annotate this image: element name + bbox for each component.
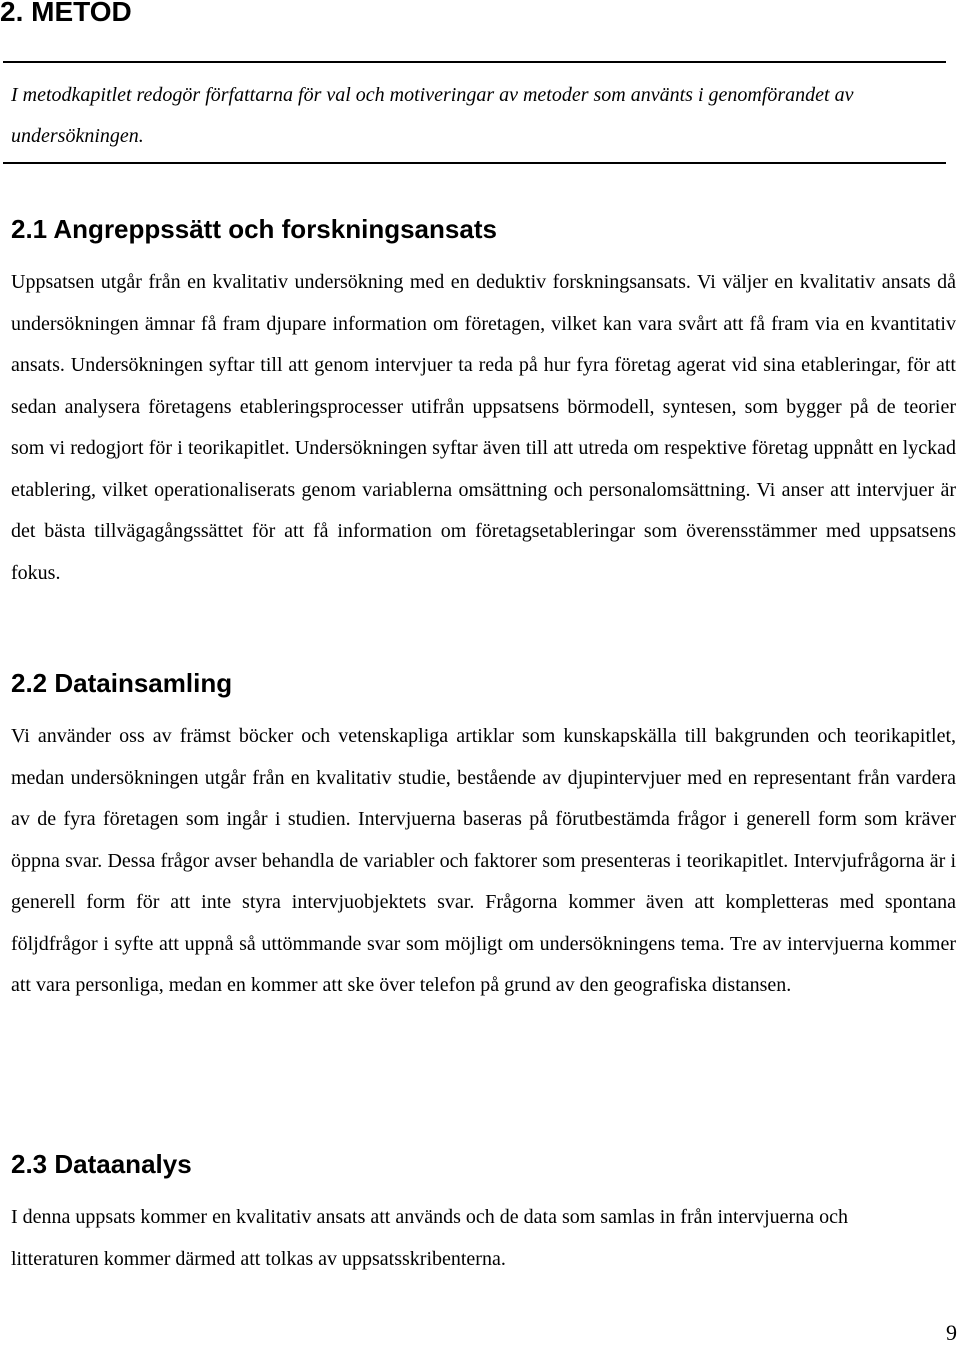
bottom-divider: [3, 162, 946, 164]
section-body-angreppssatt: Uppsatsen utgår från en kvalitativ undersökning med en deduktiv forskningsansats. Vi väljer en kvalitativ ansats då undersökningen ämnar få fram djupare information om företagen, vilket kan vara svårt att få fram via en kvantitativ ansats. Undersökningen syftar till att genom intervjuer ta reda på hur fyra företag agerat vid sina etableringar, för att sedan analysera företagens etableringsprocesser utifrån uppsatsens börmodell, syntesen, som bygger på de teorier som vi redogjort för i teorikapitlet. Undersökningen syftar även till att utreda om respektive företag uppnått en lyckad etablering, vilket operationaliserats genom variablerna omsättning och personalomsättning. Vi anser att intervjuer är det bästa tillvägagångssättet för att få information om företagsetableringar som överensstämmer med uppsatsens fokus.: [11, 271, 956, 584]
chapter-title: 2. METOD: [0, 0, 132, 27]
section-body-dataanalys: I denna uppsats kommer en kvalitativ ansats att används och de data som samlas in från intervjuerna och litteraturen kommer därmed att tolkas av uppsatsskribenterna.: [11, 1206, 848, 1270]
section-heading-angreppssatt: 2.1 Angreppssätt och forskningsansats: [11, 214, 497, 244]
section-heading-dataanalys: 2.3 Dataanalys: [11, 1149, 192, 1179]
section-body-datainsamling: Vi använder oss av främst böcker och vetenskapliga artiklar som kunskapskälla till bakgrunden och teorikapitlet, medan undersökningen utgår från en kvalitativ studie, bestående av djupintervjuer med en representant från vardera av de fyra företagen som ingår i studien. Intervjuerna baseras på förutbestämda frågor i generell form som kräver öppna svar. Dessa frågor avser behandla de variabler och faktorer som presenteras i teorikapitlet. Intervjufrågorna är i generell form för att inte styra intervjuobjektets svar. Frågorna kommer även att kompletteras med spontana följdfrågor i syfte att uppnå så uttömmande svar som möjligt om undersökningens tema. Tre av intervjuerna kommer att vara personliga, medan en kommer att ske över telefon på grund av den geografiska distansen.: [11, 725, 956, 996]
page-number: 9: [946, 1320, 957, 1345]
section-heading-datainsamling: 2.2 Datainsamling: [11, 668, 233, 698]
chapter-intro: I metodkapitlet redogör författarna för val och motiveringar av metoder som använts i genomförandet av undersökningen.: [11, 84, 854, 147]
top-divider: [3, 61, 946, 63]
